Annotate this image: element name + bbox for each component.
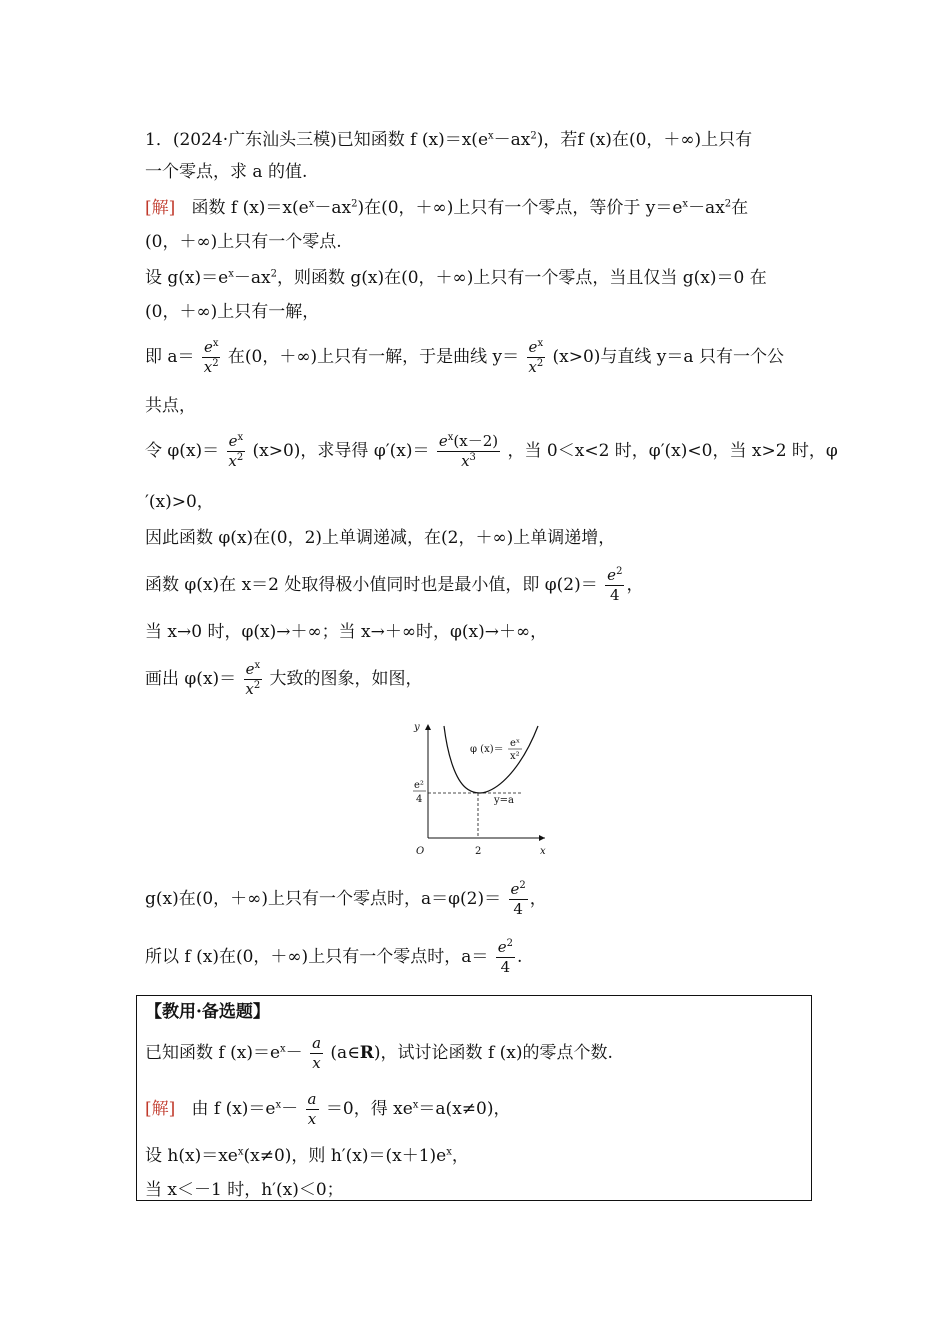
phi-graph-figure <box>400 718 550 860</box>
solution-line-8: ′(x)>0， <box>145 492 214 512</box>
fraction-ex-over-x2 <box>244 662 263 697</box>
label-x: x <box>540 846 546 857</box>
solution-line-6: 共点， <box>145 396 196 416</box>
fraction-e2-over-4 <box>509 882 528 917</box>
sup: x <box>280 1043 286 1055</box>
text: －ax <box>493 130 531 150</box>
sup: x <box>446 1146 452 1158</box>
sup: x <box>237 432 244 443</box>
fraction-ex-over-x2 <box>227 434 246 469</box>
text: (x>0)与直线 y＝a 只有一个公 <box>552 347 784 367</box>
sup: 2 <box>506 938 513 949</box>
text: 设 g(x)＝e <box>145 268 229 288</box>
text: (x>0)，求导得 φ′(x)＝ <box>252 441 430 461</box>
text: f (x)＝x(e <box>410 130 488 150</box>
solution-line-13 <box>145 882 547 917</box>
teaching-solution-3: 当 x＜－1 时，h′(x)＜0； <box>145 1180 344 1200</box>
fraction-ex-over-x2 <box>202 340 221 375</box>
sup: x <box>275 1099 282 1111</box>
text: ＝a(x≠0)， <box>418 1099 511 1119</box>
text: )在(0，＋∞)上只有一个零点，等价于 y＝e <box>357 198 683 218</box>
text: ，则函数 g(x)在(0，＋∞)上只有一个零点，当且仅当 g(x)＝0 在 <box>276 268 767 288</box>
i: x <box>245 680 254 698</box>
text: ， <box>451 1146 469 1166</box>
solution-line-3 <box>145 266 767 290</box>
i: e <box>510 880 520 898</box>
text: 所以 f (x)在(0，＋∞)上只有一个零点时，a＝ <box>145 947 489 967</box>
fraction-derivative <box>437 434 500 469</box>
sup: x <box>254 660 261 671</box>
label-2: 2 <box>475 846 482 857</box>
sup: 2 <box>724 198 732 210</box>
teaching-title: 【教用·备选题】 <box>145 1002 270 1022</box>
curve-label-den: x² <box>510 751 520 762</box>
sup: 2 <box>351 198 358 210</box>
sup: 2 <box>270 268 277 280</box>
i: e <box>607 566 617 584</box>
i: e <box>438 432 448 450</box>
text: 设 h(x)＝xe <box>145 1146 238 1166</box>
den: 4 <box>500 958 511 976</box>
sup: x <box>308 198 315 210</box>
x-axis-arrow <box>539 835 545 841</box>
solution-tag: [解] <box>145 198 176 218</box>
sup: x <box>537 338 544 349</box>
text: (x－2) <box>453 432 499 450</box>
solution-line-14 <box>145 940 522 975</box>
i: e <box>497 938 507 956</box>
fraction-e2-over-4 <box>605 568 624 603</box>
problem-number: 1． <box>145 130 173 150</box>
text: (x≠0)，则 h′(x)＝(x＋1)e <box>243 1146 447 1166</box>
text: － <box>281 1099 299 1119</box>
i: x <box>307 1110 317 1128</box>
text: － <box>285 1043 303 1063</box>
sup: 3 <box>469 452 476 463</box>
text: ， <box>529 889 547 909</box>
text: 函数 f (x)＝x(e <box>191 198 309 218</box>
i: x <box>228 452 237 470</box>
solution-line-10 <box>145 568 643 603</box>
solution-line-9: 因此函数 φ(x)在(0，2)上单调递减，在(2，＋∞)上单调递增， <box>145 528 616 548</box>
phi-curve <box>444 726 538 793</box>
curve-label-num: eˣ <box>510 738 521 749</box>
text: g(x)在(0，＋∞)上只有一个零点时，a＝φ(2)＝ <box>145 889 502 909</box>
text: 即 a＝ <box>145 347 195 367</box>
text: 大致的图象，如图， <box>269 669 423 689</box>
fraction-a-over-x <box>306 1092 319 1127</box>
sup: x <box>237 1146 244 1158</box>
sup: x <box>447 432 454 443</box>
label-4: 4 <box>416 794 423 805</box>
i: e <box>203 338 213 356</box>
phi-graph-svg <box>400 718 550 860</box>
solution-line-12 <box>145 662 423 697</box>
i: x <box>203 358 213 376</box>
i: x <box>461 452 470 470</box>
i: x <box>312 1054 321 1072</box>
text: 已知函数 f (x)＝e <box>145 1043 281 1063</box>
text: ，当 0＜x<2 时，φ′(x)<0，当 x>2 时，φ <box>507 441 838 461</box>
fraction-ex-over-x2 <box>527 340 546 375</box>
text: )，若 <box>536 130 578 150</box>
i: a <box>312 1034 322 1052</box>
text: 令 φ(x)＝ <box>145 441 220 461</box>
den: 4 <box>513 900 523 918</box>
curve-label: φ (x)＝ <box>470 744 504 755</box>
sup: 2 <box>530 130 537 142</box>
problem-line-1 <box>145 128 752 152</box>
sup: x <box>228 268 234 280</box>
label-y: y <box>414 722 420 733</box>
teaching-solution-1 <box>145 1092 510 1127</box>
solution-line-11: 当 x→0 时，φ(x)→＋∞；当 x→＋∞时，φ(x)→＋∞， <box>145 622 548 642</box>
sup: x <box>488 130 494 142</box>
text: . <box>517 947 523 967</box>
text: 画出 φ(x)＝ <box>145 669 237 689</box>
line-label: y=a <box>494 795 514 806</box>
i: e <box>228 432 238 450</box>
text: －ax <box>688 198 725 218</box>
sup: 2 <box>616 566 623 577</box>
sup: x <box>682 198 689 210</box>
y-axis-arrow <box>425 724 431 730</box>
den: 4 <box>610 586 620 604</box>
label-origin: O <box>416 846 425 857</box>
text: －ax <box>314 198 352 218</box>
teaching-solution-2 <box>145 1144 469 1168</box>
text: (a∈ <box>330 1043 360 1063</box>
text: ＝0，得 xe <box>325 1099 413 1119</box>
text: 在(0，＋∞)上只有一解，于是曲线 y＝ <box>227 347 520 367</box>
problem-line-2: 一个零点，求 a 的值. <box>145 162 308 182</box>
fraction-e2-over-4 <box>496 940 515 975</box>
label-e2: e² <box>414 780 424 791</box>
sup: 2 <box>236 452 244 463</box>
teaching-question <box>145 1036 613 1071</box>
text: f (x)在(0，＋∞)上只有 <box>577 130 753 150</box>
problem-source: (2024·广东汕头三模) <box>172 130 337 150</box>
text: 在 <box>731 198 749 218</box>
text: 函数 φ(x)在 x＝2 处取得极小值同时也是最小值，即 φ(2)＝ <box>145 575 598 595</box>
solution-line-1 <box>145 196 748 220</box>
text: 已知函数 <box>336 130 405 150</box>
sup: x <box>212 338 219 349</box>
text: ， <box>626 575 644 595</box>
sup: 2 <box>536 358 544 369</box>
solution-line-2: (0，＋∞)上只有一个零点. <box>145 232 342 252</box>
i: a <box>307 1090 317 1108</box>
text: )，试讨论函数 f (x)的零点个数. <box>373 1043 613 1063</box>
b: R <box>359 1043 374 1063</box>
sup: 2 <box>519 880 526 891</box>
sup: 2 <box>212 358 219 369</box>
solution-line-5 <box>145 340 784 375</box>
text: 由 f (x)＝e <box>191 1099 276 1119</box>
i: x <box>528 358 537 376</box>
i: e <box>245 660 255 678</box>
sup: 2 <box>253 680 261 691</box>
teaching-solution-tag: [解] <box>145 1099 176 1119</box>
text: －ax <box>233 268 271 288</box>
solution-line-7 <box>145 434 838 469</box>
sup: x <box>412 1099 419 1111</box>
solution-line-4: (0，＋∞)上只有一解， <box>145 302 320 322</box>
fraction-a-over-x <box>310 1036 323 1071</box>
i: e <box>528 338 538 356</box>
